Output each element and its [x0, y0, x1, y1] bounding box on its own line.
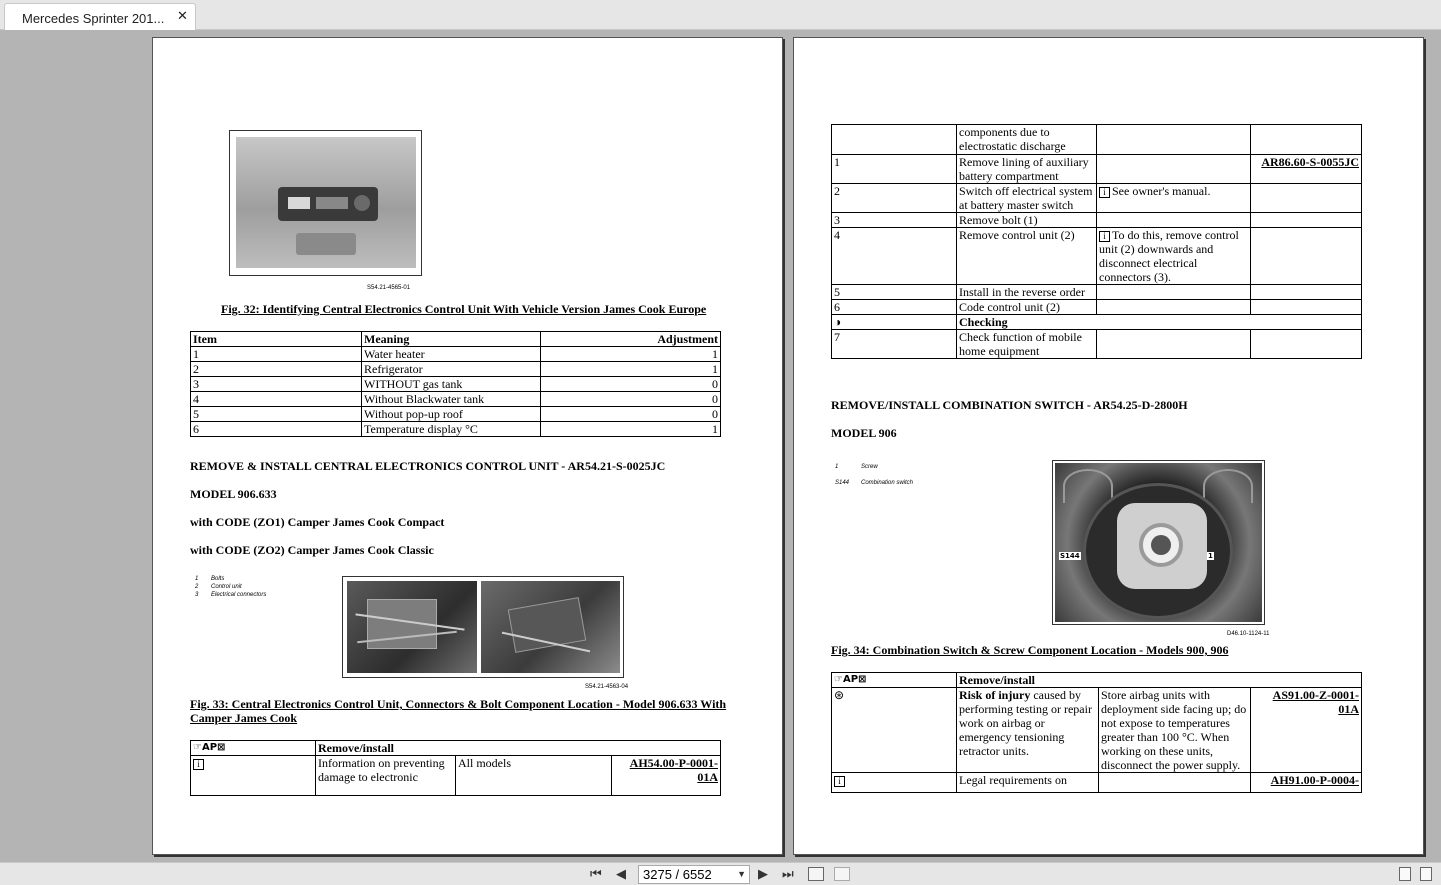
step-text: Remove bolt (1) [957, 213, 1097, 228]
checking-icon: ◑ [832, 315, 957, 330]
fig34-caption: Fig. 34: Combination Switch & Screw Component Location - Models 900, 906 [831, 643, 1229, 657]
step-note [1097, 125, 1251, 155]
legend-item: 3 Electrical connectors [195, 592, 267, 598]
table-row [832, 184, 1362, 213]
section-heading: REMOVE & INSTALL CENTRAL ELECTRONICS CONTROL UNIT - AR54.21-S-0025JC [190, 459, 666, 473]
table-cell: Legal requirements on [957, 773, 1099, 793]
tool-icon: ☞AP⊠ [191, 741, 316, 756]
step-text: components due to electrostatic discharge [957, 125, 1097, 155]
table-cell: Risk of injury caused by performing testing or repair work on airbag or emergency tensioning retractor units. [957, 688, 1099, 773]
table-row [832, 315, 1362, 330]
table-cell: Refrigerator [362, 362, 541, 377]
fig32-caption: Fig. 32: Identifying Central Electronics Control Unit With Vehicle Version James Cook Europe [221, 302, 707, 316]
right-page [793, 37, 1424, 855]
step-note [1097, 155, 1251, 184]
step-note [1097, 330, 1251, 359]
left-page [152, 37, 783, 855]
table-row [191, 392, 721, 407]
legend-item: 1 Bolts [195, 576, 225, 582]
warning-icon: ⊛ [832, 688, 957, 773]
table-row [832, 285, 1362, 300]
table-cell: 1 [541, 347, 721, 362]
step-number: 2 [832, 184, 957, 213]
fig33-caption: Fig. 33: Central Electronics Control Unit, Connectors & Bolt Component Location - Model 906.633 With [190, 697, 727, 711]
table-row [832, 688, 1362, 773]
table-cell: 1 [541, 422, 721, 437]
table-cell: 1 [191, 347, 362, 362]
table-cell: 4 [191, 392, 362, 407]
label-1: 1 [1208, 552, 1213, 560]
table-cell: 3 [191, 377, 362, 392]
reference-link[interactable] [1251, 125, 1362, 155]
table-row [191, 377, 721, 392]
fig33-reference: S54.21-4563-04 [585, 684, 629, 690]
table-header-row [191, 741, 721, 756]
table-cell: Temperature display °C [362, 422, 541, 437]
table-header-row [191, 332, 721, 347]
fig32-photo [229, 130, 422, 276]
info-icon: i [191, 756, 316, 796]
close-icon[interactable]: ✕ [177, 9, 188, 24]
fig33-legend [195, 575, 266, 599]
step-note [1097, 300, 1251, 315]
table-cell: 6 [191, 422, 362, 437]
single-page-icon[interactable] [1399, 867, 1411, 881]
label-s144: S144 [1060, 552, 1080, 560]
reference-link[interactable]: AH54.00-P-0001- 01A [612, 756, 721, 796]
continuous-page-icon[interactable] [1420, 867, 1432, 881]
reference-link[interactable]: AS91.00-Z-0001- 01A [1251, 688, 1362, 773]
fig32-reference: S54.21-4565-01 [367, 285, 411, 291]
column-header: Adjustment [541, 332, 721, 347]
step-number: 3 [832, 213, 957, 228]
step-text: Check function of mobile home equipment [957, 330, 1097, 359]
table-row [191, 347, 721, 362]
table-row [832, 213, 1362, 228]
info-icon: i [1099, 231, 1110, 242]
tab-bar [0, 0, 1441, 30]
tool-icon: ☞AP⊠ [832, 673, 957, 688]
legend-item: 1 Screw [835, 464, 878, 470]
step-text: Code control unit (2) [957, 300, 1097, 315]
model-heading: MODEL 906.633 [190, 487, 277, 501]
section-heading: REMOVE/INSTALL COMBINATION SWITCH - AR54.25-D-2800H [831, 398, 1188, 412]
info-icon: i [832, 773, 957, 793]
chevron-down-icon[interactable]: ▼ [737, 869, 746, 879]
first-page-icon[interactable]: ⏮ [590, 867, 602, 882]
table-row [832, 228, 1362, 285]
reference-link[interactable] [1251, 228, 1362, 285]
fig34-reference: D46.10-1124-11 [1227, 631, 1270, 637]
step-number: 4 [832, 228, 957, 285]
document-tab[interactable] [4, 3, 196, 30]
reference-link[interactable] [1251, 285, 1362, 300]
step-note: i See owner's manual. [1097, 184, 1251, 213]
step-text: Switch off electrical system at battery master switch [957, 184, 1097, 213]
step-note: i To do this, remove control unit (2) downwards and disconnect electrical connectors (3). [1097, 228, 1251, 285]
procedure-table [190, 740, 721, 796]
legend-item: S144 Combination switch [835, 480, 914, 486]
page-number-input[interactable]: 3275 / 6552 ▼ [638, 865, 750, 884]
table-row [832, 125, 1362, 155]
fig34-legend [835, 459, 913, 491]
model-heading: MODEL 906 [831, 426, 897, 440]
procedure-steps-table [831, 124, 1362, 359]
table-cell: Water heater [362, 347, 541, 362]
code-heading: with CODE (ZO1) Camper James Cook Compact [190, 515, 445, 529]
table-cell: All models [456, 756, 612, 796]
table-row [191, 362, 721, 377]
step-note [1097, 285, 1251, 300]
table-cell: 0 [541, 407, 721, 422]
table-cell: Information on preventing damage to electronic [316, 756, 456, 796]
previous-page-icon[interactable]: ◀ [616, 867, 626, 882]
column-header: Meaning [362, 332, 541, 347]
table-row [191, 422, 721, 437]
table-row [832, 773, 1362, 793]
navigation-toolbar [0, 862, 1441, 885]
airbag-procedure-table [831, 672, 1362, 793]
table-cell: 0 [541, 392, 721, 407]
page-layout-icon[interactable] [808, 867, 824, 881]
table-cell: Without pop-up roof [362, 407, 541, 422]
step-number: 7 [832, 330, 957, 359]
code-heading: with CODE (ZO2) Camper James Cook Classic [190, 543, 434, 557]
table-cell [1099, 773, 1251, 793]
step-number: 1 [832, 155, 957, 184]
two-page-view-icon[interactable] [834, 867, 850, 881]
table-row [832, 300, 1362, 315]
table-cell: Store airbag units with deployment side facing up; do not expose to temperatures greater than 100 °C. When working on these units, disconnect the power supply. [1099, 688, 1251, 773]
reference-link[interactable] [1251, 300, 1362, 315]
table-row [191, 756, 721, 796]
table-row [832, 330, 1362, 359]
table-cell: 2 [191, 362, 362, 377]
last-page-icon[interactable]: ⏭ [782, 867, 794, 882]
table-cell: Without Blackwater tank [362, 392, 541, 407]
reference-link[interactable]: AH91.00-P-0004- [1251, 773, 1362, 793]
step-number [832, 125, 957, 155]
tab-title[interactable]: Mercedes Sprinter 201... [22, 11, 165, 26]
column-header: Item [191, 332, 362, 347]
table-header-row [832, 673, 1362, 688]
adjustment-table [190, 331, 721, 437]
legend-item: 2 Control unit [195, 584, 242, 590]
reference-link[interactable] [1251, 184, 1362, 213]
table-cell: 1 [541, 362, 721, 377]
reference-link[interactable] [1251, 213, 1362, 228]
step-text: Checking [957, 315, 1362, 330]
step-note [1097, 213, 1251, 228]
step-number: 6 [832, 300, 957, 315]
table-row [191, 407, 721, 422]
step-text: Remove lining of auxiliary battery compartment [957, 155, 1097, 184]
table-header: Remove/install [316, 741, 721, 756]
info-icon: i [1099, 187, 1110, 198]
table-cell: 5 [191, 407, 362, 422]
table-header: Remove/install [957, 673, 1362, 688]
fig33-photo [342, 576, 624, 678]
reference-link[interactable] [1251, 330, 1362, 359]
table-cell: 0 [541, 377, 721, 392]
table-row [832, 155, 1362, 184]
table-cell: WITHOUT gas tank [362, 377, 541, 392]
reference-link[interactable]: AR86.60-S-0055JC [1251, 155, 1362, 184]
step-number: 5 [832, 285, 957, 300]
next-page-icon[interactable]: ▶ [758, 867, 768, 882]
step-text: Remove control unit (2) [957, 228, 1097, 285]
fig34-photo [1052, 460, 1265, 625]
step-text: Install in the reverse order [957, 285, 1097, 300]
fig33-caption-continued: Camper James Cook [190, 711, 298, 725]
